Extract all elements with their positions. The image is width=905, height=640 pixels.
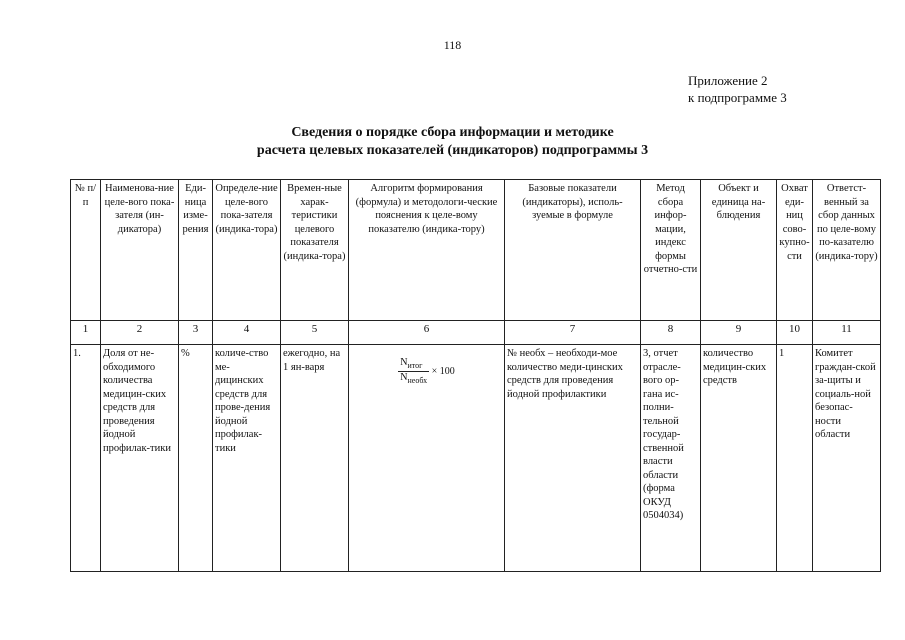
header-cell: Охват еди-ниц сово-купно-сти bbox=[777, 180, 813, 321]
column-number-cell: 10 bbox=[777, 321, 813, 345]
column-number-cell: 9 bbox=[701, 321, 777, 345]
column-number-cell: 7 bbox=[505, 321, 641, 345]
numerator-symbol: N bbox=[400, 357, 408, 368]
header-cell: Метод сбора инфор-мации, индекс формы отчетно-сти bbox=[641, 180, 701, 321]
formula-fraction bbox=[398, 357, 429, 386]
denominator-symbol: N bbox=[400, 372, 408, 383]
header-cell: Алгоритм формирования (формула) и методологи-ческие пояснения к целе-вому показателю (индика-тору) bbox=[349, 180, 505, 321]
column-number-row bbox=[71, 321, 881, 345]
collection-method: 3, отчет отрасле-вого ор-гана ис-полни-тельной государ-ственной власти области (форма ОКУД 0504034) bbox=[641, 345, 701, 572]
numerator-subscript: итог bbox=[407, 361, 423, 370]
formula bbox=[398, 357, 454, 386]
time-characteristics: ежегодно, на 1 ян-варя bbox=[281, 345, 349, 572]
header-cell: Еди-ница изме-рения bbox=[179, 180, 213, 321]
coverage: 1 bbox=[777, 345, 813, 572]
formula-denominator bbox=[398, 372, 429, 386]
column-number-cell: 4 bbox=[213, 321, 281, 345]
header-cell: Времен-ные харак-теристики целевого показателя (индика-тора) bbox=[281, 180, 349, 321]
column-number-cell: 8 bbox=[641, 321, 701, 345]
column-number-cell: 6 bbox=[349, 321, 505, 345]
title-line-2: расчета целевых показателей (индикаторов) подпрограммы 3 bbox=[256, 143, 649, 158]
indicator-name: Доля от не-обходимого количества медицин-ских средств для проведения йодной профилак-тики bbox=[101, 345, 179, 572]
indicator-definition: количе-ство ме-дицинских средств для прове-дения йодной профилак-тики bbox=[213, 345, 281, 572]
header-cell: Ответст-венный за сбор данных по целе-вому по-казателю (индика-тору) bbox=[813, 180, 881, 321]
header-row bbox=[71, 180, 881, 321]
header-cell: № п/п bbox=[71, 180, 101, 321]
header-cell: Определе-ние целе-вого пока-зателя (индика-тора) bbox=[213, 180, 281, 321]
column-number-cell: 5 bbox=[281, 321, 349, 345]
row-number: 1. bbox=[71, 345, 101, 572]
formula-multiplier: × 100 bbox=[431, 366, 455, 377]
responsible-body: Комитет граждан-ской за-щиты и социаль-ной безопас-ности области bbox=[813, 345, 881, 572]
base-indicators: № необх – необходи-мое количество меди-цинских средств для проведения йодной профилактики bbox=[505, 345, 641, 572]
appendix-line-2: к подпрограмме 3 bbox=[688, 90, 787, 105]
document-title bbox=[0, 124, 905, 160]
column-number-cell: 3 bbox=[179, 321, 213, 345]
column-number-cell: 2 bbox=[101, 321, 179, 345]
appendix-label bbox=[688, 72, 787, 106]
table-row bbox=[71, 345, 881, 572]
appendix-line-1: Приложение 2 bbox=[688, 73, 768, 88]
formula-numerator bbox=[398, 357, 429, 372]
header-cell: Объект и единица на-блюдения bbox=[701, 180, 777, 321]
title-line-1: Сведения о порядке сбора информации и методике bbox=[291, 125, 614, 140]
column-number-cell: 1 bbox=[71, 321, 101, 345]
unit-of-measure: % bbox=[179, 345, 213, 572]
column-number-cell: 11 bbox=[813, 321, 881, 345]
denominator-subscript: необх bbox=[407, 376, 428, 385]
page-number: 118 bbox=[443, 38, 462, 52]
header-cell: Базовые показатели (индикаторы), исполь-зуемые в формуле bbox=[505, 180, 641, 321]
observation-object: количество медицин-ских средств bbox=[701, 345, 777, 572]
header-cell: Наименова-ние целе-вого пока-зателя (ин-дикатора) bbox=[101, 180, 179, 321]
formula-cell bbox=[349, 345, 505, 572]
indicators-table bbox=[70, 179, 881, 572]
